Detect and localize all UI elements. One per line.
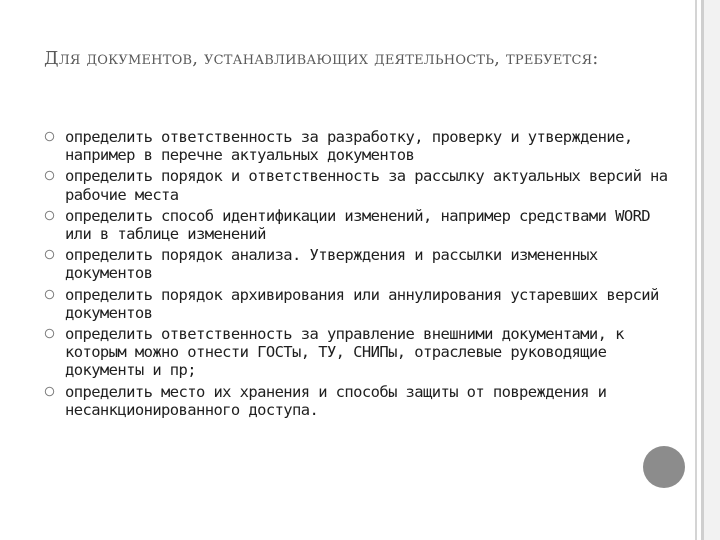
- circle-bullet-icon: [44, 289, 55, 300]
- list-item: [44, 325, 684, 380]
- bullet-list: [44, 128, 684, 422]
- list-item-text: определить порядок архивирования или аннулирования устаревших версий документов: [65, 285, 659, 322]
- list-item-text: определить ответственность за управление внешними документами, к которым можно отнести ГОСТы, ТУ, СНИПы, отраслевые руководящие документы и пр;: [65, 325, 624, 380]
- list-item: [44, 286, 684, 322]
- circle-bullet-icon: [44, 210, 55, 221]
- list-item-text: определить порядок и ответственность за рассылку актуальных версий на рабочие места: [65, 167, 668, 204]
- list-item-text: определить ответственность за разработку, проверку и утверждение, например в перечне актуальных документов: [65, 128, 633, 165]
- circle-bullet-icon: [44, 170, 55, 181]
- list-item: [44, 246, 684, 282]
- list-item: [44, 207, 684, 243]
- circle-bullet-icon: [44, 328, 55, 339]
- slide-title: Для документов, устанавливающих деятельность, требуется:: [44, 48, 599, 69]
- list-item: [44, 383, 684, 419]
- list-item: [44, 128, 684, 164]
- slide-border-shade: [704, 0, 720, 540]
- circle-bullet-icon: [44, 249, 55, 260]
- list-item-text: определить место их хранения и способы защиты от повреждения и несанкционированного доступа.: [65, 382, 607, 419]
- slide-border-line: [695, 0, 697, 540]
- circle-bullet-icon: [44, 386, 55, 397]
- list-item-text: определить способ идентификации изменений, например средствами WORD или в таблице изменений: [65, 206, 651, 244]
- decorative-circle: [643, 446, 685, 488]
- list-item-text: определить порядок анализа. Утверждения и рассылки измененных документов: [65, 246, 598, 283]
- circle-bullet-icon: [44, 131, 55, 142]
- list-item: [44, 167, 684, 203]
